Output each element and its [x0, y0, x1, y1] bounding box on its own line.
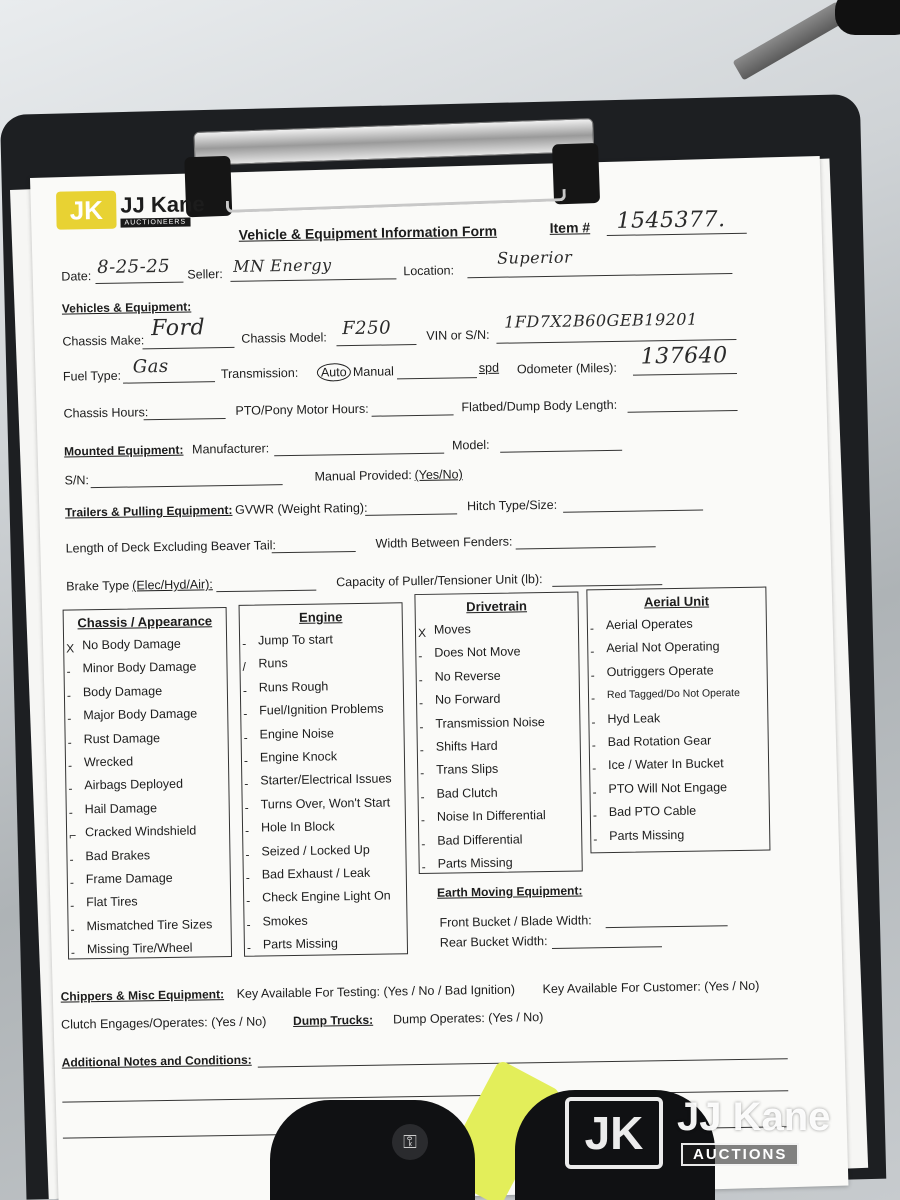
model-label: Model: [451, 437, 490, 453]
chassis-item: Minor Body Damage [82, 659, 197, 676]
drivetrain-item: Transmission Noise [435, 714, 545, 731]
chassis-make-label: Chassis Make: [62, 333, 145, 349]
drivetrain-item: Shifts Hard [435, 738, 498, 754]
hitch-type-label: Hitch Type/Size: [466, 497, 558, 514]
transmission-auto-option: Auto [317, 363, 351, 382]
logo-text: JJ Kane [120, 191, 205, 218]
date-value: 8-25-25 [97, 255, 171, 279]
chassis-item: Missing Tire/Wheel [86, 940, 193, 957]
jjkane-watermark [565, 1095, 870, 1175]
keys-top [725, 0, 900, 90]
deck-length-label: Length of Deck Excluding Beaver Tail: [65, 538, 277, 556]
rear-bucket-label: Rear Bucket Width: [439, 934, 548, 950]
drivetrain-item: Parts Missing [437, 855, 513, 871]
engine-item: Engine Noise [259, 725, 335, 742]
engine-item: Engine Knock [259, 749, 338, 765]
engine-item: Starter/Electrical Issues [260, 771, 392, 788]
aerial-unit-box: Aerial Unit ‐ Aerial Operates ‐ Aerial Not Operating ‐ Outriggers Operate ‐ Red Tagged/Do Not Operate ‐ Hyd Leak ‐ Bad Rotation Gear ‐ Ice / Water In Bucket ‐ PTO Will Not Engage ‐ Bad PTO Cable ‐ Parts Missing [586, 587, 770, 854]
aerial-box-title: Aerial Unit [643, 593, 710, 610]
engine-item: Runs Rough [258, 679, 329, 695]
fuel-type-label: Fuel Type: [62, 368, 122, 384]
chassis-item: Flat Tires [86, 894, 138, 910]
front-bucket-label: Front Bucket / Blade Width: [439, 913, 592, 930]
drivetrain-item: Bad Differential [437, 831, 523, 848]
watermark-text: JJ Kane [677, 1095, 831, 1139]
date-label: Date: [61, 269, 92, 284]
brake-type-label: Brake Type [66, 578, 130, 594]
chassis-make-value: Ford [150, 315, 206, 342]
checkbox-mark-x: X [417, 625, 427, 641]
dump-operates-text: Dump Operates: (Yes / No) [392, 1010, 544, 1027]
engine-box: Engine ‐ Jump To start / Runs ‐ Runs Rough ‐ Fuel/Ignition Problems ‐ Engine Noise ‐ Engine Knock ‐ Starter/Electrical Issues ‐ Turns Over, Won't Start ‐ Hole In Block ‐ Seized / Locked Up ‐ Bad Exhaust / Leak ‐ Check Engine Light On ‐ Smokes ‐ Parts Missing [239, 602, 409, 957]
key-customer-text: Key Available For Customer: (Yes / No) [542, 978, 760, 997]
chassis-item: Bad Brakes [85, 847, 151, 863]
earth-moving-section-label: Earth Moving Equipment: [436, 883, 583, 900]
location-label: Location: [403, 263, 455, 279]
aerial-item: Bad PTO Cable [608, 803, 697, 820]
engine-item: Hole In Block [260, 819, 335, 835]
drivetrain-item: No Forward [434, 691, 501, 707]
engine-item: Seized / Locked Up [261, 842, 370, 859]
aerial-item: Ice / Water In Bucket [607, 756, 724, 773]
chippers-section-label: Chippers & Misc Equipment: [60, 987, 225, 1004]
chassis-hours-label: Chassis Hours: [63, 405, 149, 421]
gvwr-label: GVWR (Weight Rating): [234, 500, 368, 517]
key-testing-text: Key Available For Testing: (Yes / No / Bad Ignition) [236, 982, 516, 1001]
fenders-width-label: Width Between Fenders: [375, 534, 513, 551]
spd-label: spd [478, 360, 500, 376]
item-label: Item # [549, 219, 591, 236]
manual-provided-options: (Yes/No) [414, 467, 463, 483]
drivetrain-item: Does Not Move [434, 644, 521, 661]
chassis-item: Body Damage [82, 683, 163, 700]
trailers-section-label: Trailers & Pulling Equipment: [64, 502, 233, 520]
drivetrain-item: No Reverse [434, 668, 501, 684]
key-blade [733, 1, 848, 80]
engine-item: Runs [258, 656, 288, 671]
vin-label: VIN or S/N: [426, 327, 490, 343]
manufacturer-label: Manufacturer: [191, 441, 270, 457]
chassis-item: No Body Damage [82, 636, 181, 653]
puller-capacity-label: Capacity of Puller/Tensioner Unit (lb): [336, 572, 543, 590]
jjkane-logo-icon: JK [56, 191, 117, 230]
checkbox-mark-x: X [66, 641, 75, 656]
additional-notes-label: Additional Notes and Conditions: [61, 1052, 252, 1070]
aerial-item: Parts Missing [609, 827, 685, 843]
logo-subtitle: AUCTIONEERS [120, 218, 190, 228]
chassis-item: Rust Damage [83, 730, 161, 746]
dump-trucks-label: Dump Trucks: [292, 1012, 374, 1029]
chassis-item: Wrecked [83, 754, 134, 770]
engine-item: Turns Over, Won't Start [260, 795, 391, 812]
aerial-item: Bad Rotation Gear [607, 733, 712, 750]
mounted-section-label: Mounted Equipment: [64, 442, 184, 459]
drivetrain-item: Moves [433, 622, 471, 637]
drivetrain-box: Drivetrain X Moves ‐ Does Not Move ‐ No Reverse ‐ No Forward ‐ Transmission Noise ‐ Shifts Hard ‐ Trans Slips ‐ Bad Clutch ‐ Noise In Differential ‐ Bad Differential ‐ Parts Missing [414, 591, 582, 874]
manual-provided-label: Manual Provided: [314, 468, 412, 484]
engine-item: Fuel/Ignition Problems [259, 701, 384, 718]
engine-item: Smokes [262, 913, 308, 929]
pto-hours-label: PTO/Pony Motor Hours: [235, 401, 369, 418]
brake-type-options: (Elec/Hyd/Air): [132, 577, 213, 593]
drivetrain-item: Noise In Differential [436, 808, 546, 824]
engine-item: Check Engine Light On [262, 888, 391, 905]
seller-label: Seller: [187, 267, 223, 282]
seller-value: MN Energy [233, 255, 332, 276]
key-fob-left [270, 1100, 475, 1200]
watermark-logo-icon: JK [565, 1097, 663, 1169]
fuel-type-value: Gas [132, 355, 169, 378]
item-number: 1545377. [616, 207, 726, 234]
lock-icon: ⚿ [392, 1124, 428, 1160]
vin-value: 1FD7X2B60GEB19201 [503, 309, 698, 332]
chassis-item: Major Body Damage [83, 706, 198, 723]
aerial-item: Aerial Operates [605, 616, 693, 633]
checkbox-mark-slash: / [242, 660, 246, 675]
vehicle-information-form [34, 178, 820, 1190]
chassis-item: Frame Damage [85, 870, 173, 887]
chassis-item: Hail Damage [84, 800, 158, 817]
form-title: Vehicle & Equipment Information Form [238, 222, 498, 243]
flatbed-length-label: Flatbed/Dump Body Length: [461, 397, 618, 415]
aerial-item: Red Tagged/Do Not Operate [606, 687, 740, 702]
aerial-item: Hyd Leak [607, 710, 661, 726]
clutch-text: Clutch Engages/Operates: (Yes / No) [61, 1014, 267, 1032]
transmission-manual-option: Manual [352, 364, 395, 380]
aerial-item: Aerial Not Operating [606, 639, 720, 656]
engine-item: Parts Missing [262, 936, 339, 952]
aerial-item: Outriggers Operate [606, 663, 714, 679]
engine-item: Jump To start [257, 632, 334, 648]
aerial-item: PTO Will Not Engage [608, 779, 728, 796]
drivetrain-box-title: Drivetrain [466, 598, 528, 615]
vehicles-section-label: Vehicles & Equipment: [61, 299, 192, 316]
odometer-label: Odometer (Miles): [516, 360, 618, 377]
key-fob [835, 0, 900, 35]
chassis-box-title: Chassis / Appearance [77, 613, 213, 631]
chassis-appearance-box: Chassis / Appearance X No Body Damage ‐ Minor Body Damage ‐ Body Damage ‐ Major Body Damage ‐ Rust Damage ‐ Wrecked ‐ Airbags Deployed ‐ Hail Damage ⌐ Cracked Windshield ‐ Bad Brakes ‐ Frame Damage ‐ Flat Tires ‐ Mismatched Tire Sizes ‐ Missing Tire/Wheel [63, 607, 232, 960]
engine-box-title: Engine [298, 609, 343, 625]
chassis-item: Cracked Windshield [84, 823, 197, 840]
chassis-item: Mismatched Tire Sizes [86, 916, 213, 933]
chassis-item: Airbags Deployed [84, 777, 184, 793]
transmission-label: Transmission: [220, 365, 299, 382]
sn-label: S/N: [64, 473, 89, 488]
engine-item: Bad Exhaust / Leak [261, 865, 371, 882]
drivetrain-item: Trans Slips [436, 762, 499, 778]
chassis-model-value: F250 [342, 317, 392, 340]
watermark-subtitle: AUCTIONS [681, 1143, 799, 1166]
drivetrain-item: Bad Clutch [436, 785, 498, 801]
odometer-value: 137640 [640, 343, 728, 370]
chassis-model-label: Chassis Model: [241, 330, 327, 346]
location-value: Superior [496, 247, 573, 268]
